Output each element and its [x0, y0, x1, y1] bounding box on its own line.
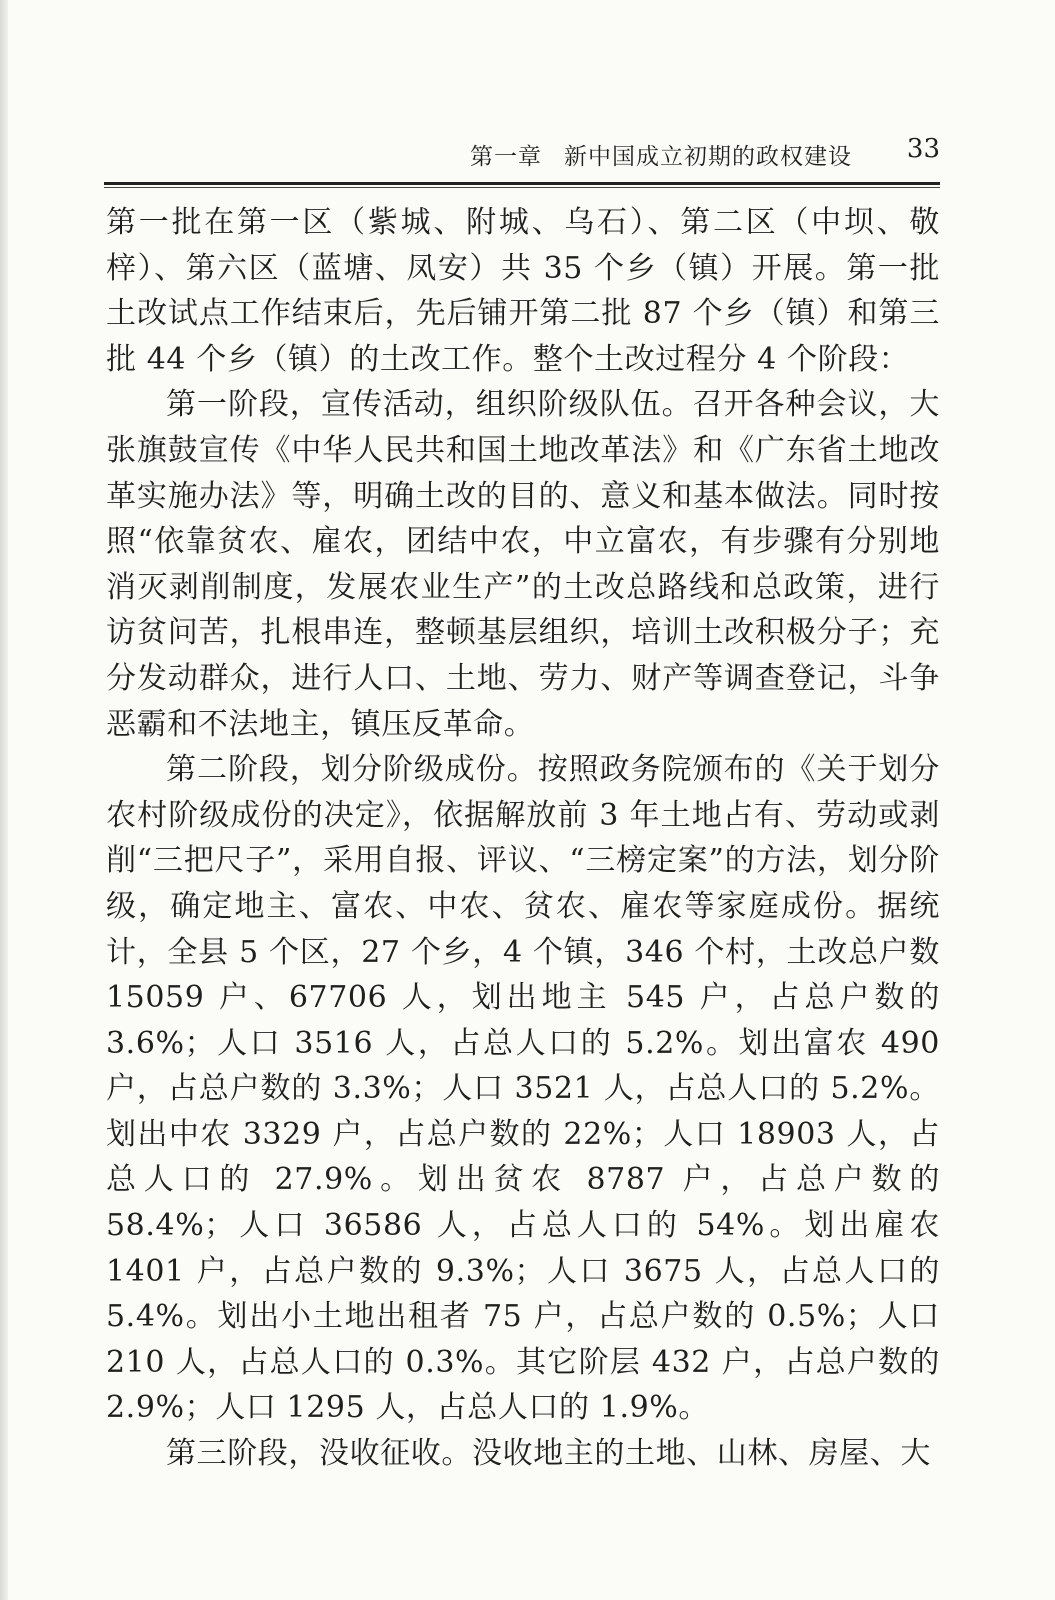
chapter-title: 新中国成立初期的政权建设 — [564, 144, 852, 170]
page-number: 33 — [906, 134, 940, 164]
chapter-heading — [470, 138, 852, 171]
paragraph-continuation: 第一批在第一区（紫城、附城、乌石）、第二区（中坝、敬梓）、第六区（蓝塘、凤安）共 35 个乡（镇）开展。第一批土改试点工作结束后，先后铺开第二批 87 个乡（镇）和第三批 44 个乡（镇）的土改工作。整个土改过程分 4 个阶段： — [106, 205, 940, 377]
header-rule-thick — [104, 182, 940, 185]
paragraph-stage-one: 第一阶段，宣传活动，组织阶级队伍。召开各种会议，大张旗鼓宣传《中华人民共和国土地改革法》和《广东省土地改革实施办法》等，明确土改的目的、意义和基本做法。同时按照“依靠贫农、雇农，团结中农，中立富农，有步骤有分别地消灭剥削制度，发展农业生产”的土改总路线和总政策，进行访贫问苦，扎根串连，整顿基层组织，培训土改积极分子；充分发动群众，进行人口、土地、劳力、财产等调查登记，斗争恶霸和不法地主，镇压反革命。 — [106, 387, 940, 742]
chapter-number: 第一章 — [470, 144, 542, 170]
page-edge-shadow — [0, 0, 8, 1600]
body-text — [106, 200, 940, 1477]
paragraph-stage-two: 第二阶段，划分阶级成份。按照政务院颁布的《关于划分农村阶级成份的决定》，依据解放前 3 年土地占有、劳动或剥削“三把尺子”，采用自报、评议、“三榜定案”的方法，划分阶级，确定地主、富农、中农、贫农、雇农等家庭成份。据统计，全县 5 个区，27 个乡，4 个镇，346 个村，土改总户数 15059 户、67706 人，划出地主 545 户，占总户数的 3.6%；人口 3516 人，占总人口的 5.2%。划出富农 490 户，占总户数的 3.3%；人口 3521 人，占总人口的 5.2%。划出中农 3329 户，占总户数的 22%；人口 18903 人，占总人口的 27.9%。划出贫农 8787 户，占总户数的 58.4%；人口 36586 人，占总人口的 54%。划出雇农 1401 户，占总户数的 9.3%；人口 3675 人，占总人口的 5.4%。划出小土地出租者 75 户，占总户数的 0.5%；人口 210 人，占总人口的 0.3%。其它阶层 432 户，占总户数的 2.9%；人口 1295 人，占总人口的 1.9%。 — [106, 752, 940, 1426]
running-header — [104, 128, 940, 172]
header-rule-thin — [104, 187, 940, 188]
paragraph-stage-three: 第三阶段，没收征收。没收地主的土地、山林、房屋、大 — [166, 1436, 931, 1472]
